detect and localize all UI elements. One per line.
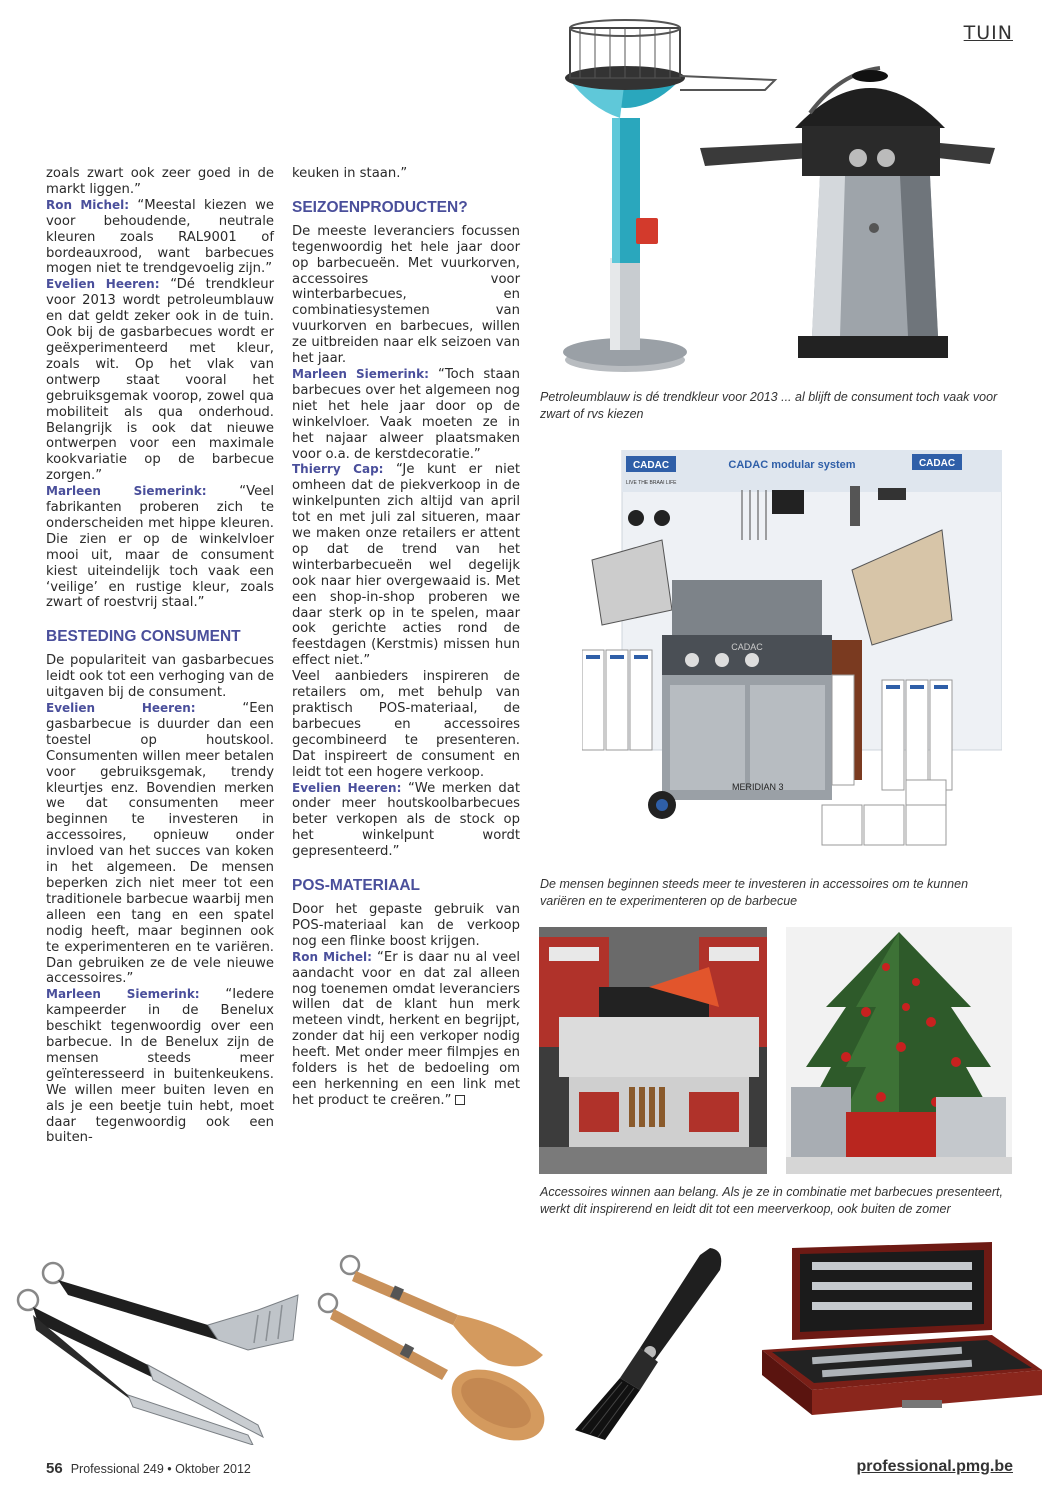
quote-text: “Een gasbarbecue is duurder dan een toestel op houtskool. Consumenten willen meer betalen voor gebruiksgemak, trendy kleurtjes enz. Bovendien merken we dat consumenten meer beginnen te investeren in accessoires, opnieuw onder invloed van het succes van koken in het algemeen. De mensen beperken zich niet meer tot een traditionele barbecue waarbij men alleen een tang en een spatel nodig heeft, maar beginnen ook te experimenteren en te variëren. Dan gebruiken ze de vele nieuwe accessoires.” [46,701,275,987]
article-column-2 [292,166,520,1109]
article-column-1 [46,166,274,1146]
cadac-logo-left: CADAC [632,460,670,471]
heading-seizoenproducten: SEIZOENPRODUCTEN? [292,198,468,216]
col2-paragraph-2: Veel aanbieders inspireren de retailers om, met behulp van praktisch POS-materiaal, de barbecues en accessoires gecombineerd te presenteren. Dat inspireert de consument en leidt tot een hogere verkoop. [292,669,520,780]
tool-case-photo [752,1240,1052,1445]
cadac-display-photo [582,450,1002,860]
col1-paragraph: De populariteit van gasbarbecues leidt ook tot een verhoging van de uitgaven bij de consument. [46,653,274,701]
col1-quote-ron [46,198,274,278]
page-number: 56 [46,1460,63,1477]
col1-quote-evelien-2 [46,701,274,987]
section-tag: TUIN [963,22,1013,44]
speaker-name: Marleen Siemerink: [292,366,429,381]
speaker-name: Evelien Heeren: [292,780,402,795]
caption-barbecues: Petroleumblauw is dé trendkleur voor 2013 ... al blijft de consument toch vaak voor zwart of rvs kiezen [540,390,998,421]
quote-text: “Dé trendkleur voor 2013 wordt petroleumblauw en dat geldt zeker ook in de tuin. Ook bij de gasbarbecues wordt er geëxperimenteerd met kleur, zoals wit. Op het vlak van ontwerp staat vooral het gebruiksgemak voorop, zowel qua mobiliteit als qua onderhoud. Belangrijk is ook dat nieuwe ontwerpen voor een maximale kookvariatie op de barbecue zorgen.” [46,277,274,484]
heading-besteding-consument: BESTEDING CONSUMENT [46,628,241,646]
pos-display-photo [539,927,767,1174]
col2-quote-marleen [292,367,520,462]
barbecues-photo [540,18,1000,380]
article-end-icon [455,1095,465,1105]
speaker-name: Evelien Heeren: [46,277,160,292]
col2-paragraph-1: De meeste leveranciers focussen tegenwoordig het hele jaar door op barbecueën. Met vuurkorven, accessoires voor winterbarbecues, en combinatiesystemen van vuurkorven en barbecues, willen ze uitbreiden naar elk seizoen van het jaar. [292,223,520,367]
cadac-grill-brand: CADAC [731,642,763,652]
cadac-tagline: LIVE THE BRAAI LIFE [626,480,677,486]
quote-text: “Iedere kampeerder in de Benelux beschikt tegenwoordig over een barbecue. In de Benelux zijn de mensen steeds meer geïnteresseerd in buitenkeukens. We willen meer buiten leven en als je een beetje tuin hebt, moet daar tegenwoordig ook een buiten- [46,987,274,1146]
col2-quote-thierry [292,462,520,669]
basting-brush-photo [560,1240,750,1445]
wooden-spoons-photo [308,1245,558,1445]
col1-intro: zoals zwart ook zeer goed in de markt liggen.” [46,166,274,197]
quote-text: “Meestal kiezen we voor behoudende, neutrale kleuren zoals RAL9001 of bordeauxrood, want barbecues mogen niet te trendgevoelig zijn.” [46,197,275,277]
speaker-name: Ron Michel: [46,197,130,212]
col1-quote-marleen-2 [46,987,274,1146]
quote-text: “We merken dat onder meer houtskoolbarbecues beter verkopen als de stock op het winkelpunt wordt gepresenteerd.” [292,780,520,860]
caption-accessoires: Accessoires winnen aan belang. Als je ze in combinatie met barbecues presenteert, werkt dit inspirerend en leidt dit tot een meerverkoop, ook buiten de zomer [540,1185,1003,1216]
col2-quote-evelien [292,781,520,861]
col1-quote-marleen [46,484,274,611]
caption-cadac: De mensen beginnen steeds meer te investeren in accessoires om te kunnen variëren en te experimenteren op de barbecue [540,877,969,908]
col2-paragraph-3: Door het gepaste gebruik van POS-materiaal kan de verkoop nog een flinke boost krijgen. [292,901,520,949]
col2-continuation: keuken in staan.” [292,166,408,181]
speaker-name: Marleen Siemerink: [46,484,207,499]
heading-pos-materiaal: POS-MATERIAAL [292,877,421,895]
magazine-issue: Professional 249 • Oktober 2012 [70,1462,251,1476]
christmas-tree-photo [786,927,1012,1174]
speaker-name: Evelien Heeren: [46,701,196,715]
website-link[interactable]: professional.pmg.be [856,1458,1013,1475]
col2-quote-ron [292,950,520,1109]
cadac-logo-right: CADAC [918,458,956,469]
quote-text: “Veel fabrikanten proberen zich te onderscheiden met hippe kleuren. Die zien er op de winkelvloer mooi uit, maar de consument kiest uiteindelijk toch vaak een ‘veilige’ en rustige kleur, zoals zwart of roestvrij staal.” [46,484,274,611]
meridian-label: MERIDIAN 3 [732,782,784,792]
col1-quote-evelien [46,277,274,484]
speaker-name: Ron Michel: [292,949,372,964]
speaker-name: Thierry Cap: [292,462,384,477]
speaker-name: Marleen Siemerink: [46,987,200,1002]
page-footer-left [46,1460,251,1477]
quote-text: “Je kunt er niet omheen dat de piekverkoop in de winkelpunten zich altijd van april tot en met juli zal situeren, maar we maken onze retailers er attent op dat de trend van het winterbarbecueën wel degelijk ook naar hier overgewaaid is. Met een shop-in-shop proberen we daar sterk op in te spelen, maar ook gerichte acties rond de feestdagen (Kerstmis) missen hun effect niet.” [292,462,521,669]
quote-text: “Toch staan barbecues over het algemeen nog niet het hele jaar door op de winkelvloer. Vaak moeten ze in het najaar alweer plaatsmaken voor o.a. de kerstdecoratie.” [292,366,520,462]
tongs-spatula-photo [8,1255,303,1445]
cadac-modular-title: CADAC modular system [728,459,856,471]
quote-text: “Er is daar nu al veel aandacht voor en dat zal alleen nog toenemen omdat leveranciers willen dat de klant hun merk meteen vindt, herkent en begrijpt, zonder dat hij een verkoper nodig heeft. Met onder meer filmpjes en folders is het de bedoeling om een herkenning en een link met het product te creëren.” [292,949,520,1108]
